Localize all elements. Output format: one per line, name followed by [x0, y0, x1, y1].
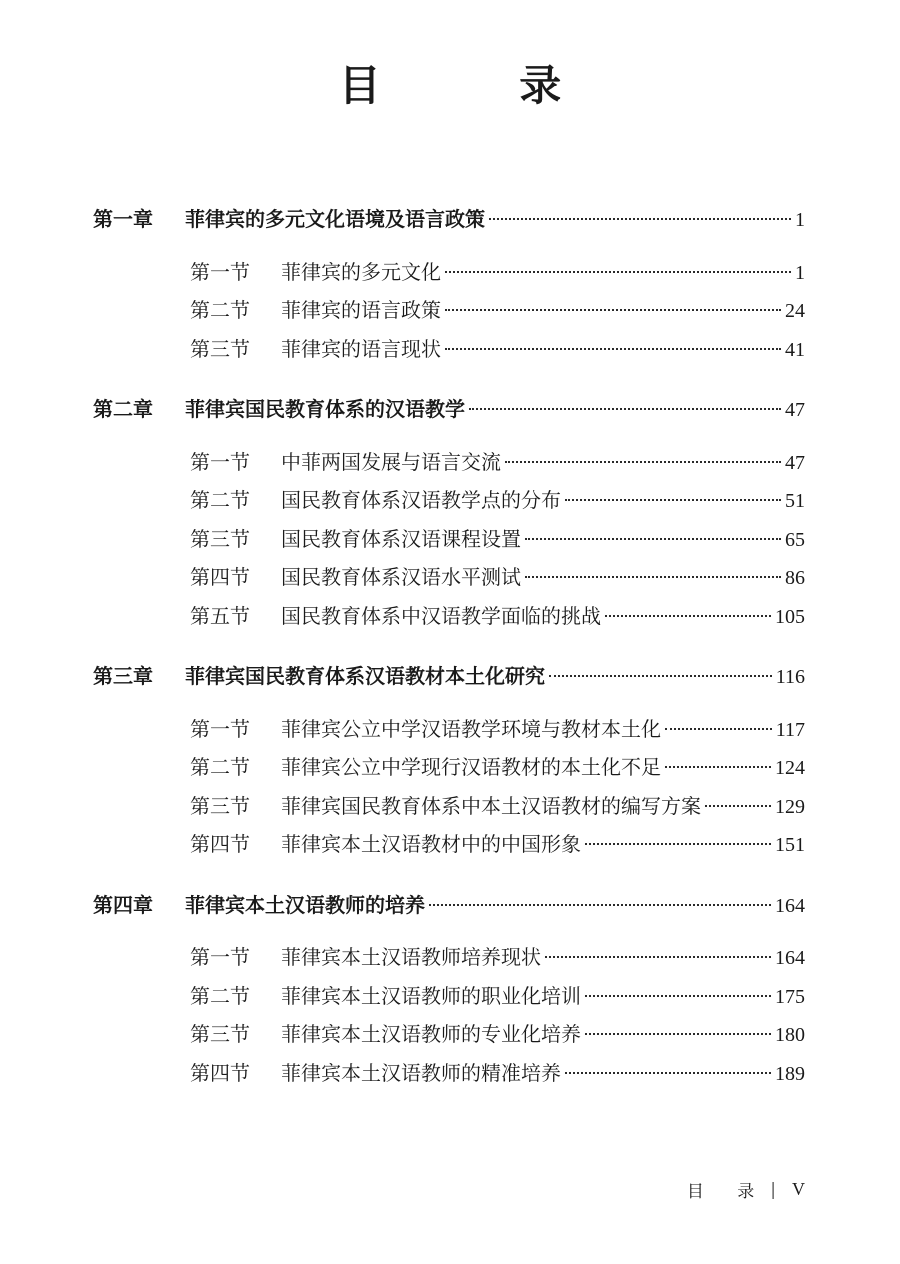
page-number: 175: [775, 985, 805, 1008]
section-title: 中菲两国发展与语言交流: [281, 449, 501, 474]
dot-leader: [549, 675, 772, 677]
section-entry[interactable]: [0, 558, 900, 597]
section-entry[interactable]: [0, 330, 900, 369]
page-number: 129: [775, 795, 805, 818]
section-title: 国民教育体系汉语教学点的分布: [281, 488, 561, 512]
section-number: 第二节: [190, 983, 250, 1008]
section-entry[interactable]: [0, 825, 900, 864]
section-title: 菲律宾本土汉语教师的专业化培养: [281, 1022, 581, 1046]
dot-leader: [565, 499, 781, 501]
chapter-entry[interactable]: [0, 886, 900, 925]
section-number: 第二节: [190, 755, 250, 779]
section-title: 菲律宾本土汉语教师培养现状: [281, 945, 541, 969]
section-number: 第三节: [190, 1022, 250, 1046]
dot-leader: [585, 1033, 771, 1035]
section-number: 第四节: [190, 1060, 250, 1085]
dot-leader: [585, 843, 771, 845]
section-entry[interactable]: [0, 787, 900, 826]
section-title: 国民教育体系汉语课程设置: [281, 526, 521, 551]
chapter-3: [0, 657, 900, 864]
page-number: 65: [785, 528, 805, 551]
dot-leader: [565, 1072, 771, 1074]
dot-leader: [545, 956, 771, 958]
section-entry[interactable]: [0, 1015, 900, 1054]
page-number: 86: [785, 567, 805, 589]
page-number: 1: [795, 261, 805, 284]
dot-leader: [665, 766, 771, 768]
section-number: 第一节: [190, 945, 250, 969]
section-title: 菲律宾的语言政策: [281, 298, 441, 322]
dot-leader: [445, 348, 781, 350]
section-number: 第二节: [190, 488, 250, 512]
dot-leader: [665, 728, 772, 730]
section-number: 第三节: [190, 793, 250, 818]
section-entry[interactable]: [0, 291, 900, 330]
page-number: 51: [785, 490, 805, 512]
section-number: 第三节: [190, 336, 250, 361]
section-entry[interactable]: [0, 481, 900, 520]
dot-leader: [469, 408, 781, 410]
section-number: 第五节: [190, 603, 250, 628]
section-entry[interactable]: [0, 938, 900, 977]
page-number: 124: [775, 757, 805, 779]
section-entry[interactable]: [0, 1054, 900, 1093]
section-title: 国民教育体系汉语水平测试: [281, 565, 521, 589]
page-number: 105: [775, 605, 805, 628]
page-number: 189: [775, 1062, 805, 1085]
dot-leader: [445, 271, 791, 273]
running-header-title: 目 录: [686, 1182, 769, 1202]
page-number: 47: [785, 451, 805, 474]
page-title: 目 录: [338, 61, 624, 110]
dot-leader: [489, 218, 791, 220]
section-number: 第三节: [190, 526, 250, 551]
page-number: 47: [785, 399, 805, 421]
dot-leader: [525, 538, 781, 540]
chapter-title: 菲律宾国民教育体系汉语教材本土化研究: [185, 664, 545, 688]
table-of-contents: [0, 200, 900, 1114]
section-number: 第二节: [190, 298, 250, 322]
section-entry[interactable]: [0, 520, 900, 559]
page-number: 164: [775, 947, 805, 969]
section-title: 菲律宾本土汉语教师的精准培养: [281, 1060, 561, 1085]
section-entry[interactable]: [0, 597, 900, 636]
chapter-title: 菲律宾国民教育体系的汉语教学: [185, 397, 465, 421]
section-entry[interactable]: [0, 977, 900, 1016]
chapter-number: 第二章: [93, 397, 153, 421]
section-number: 第一节: [190, 449, 250, 474]
chapter-entry[interactable]: [0, 390, 900, 429]
section-title: 菲律宾本土汉语教师的职业化培训: [281, 983, 581, 1008]
section-number: 第四节: [190, 565, 250, 589]
chapter-entry[interactable]: [0, 200, 900, 239]
footer-separator: |: [770, 1179, 776, 1200]
page-number: 164: [775, 894, 805, 917]
section-number: 第四节: [190, 832, 250, 856]
section-title: 菲律宾国民教育体系中本土汉语教材的编写方案: [281, 793, 701, 818]
dot-leader: [429, 904, 771, 906]
section-number: 第一节: [190, 259, 250, 284]
chapter-entry[interactable]: [0, 657, 900, 696]
folio-page-number: V: [792, 1179, 805, 1199]
section-entry[interactable]: [0, 710, 900, 749]
section-number: 第一节: [190, 716, 250, 741]
chapter-4: [0, 886, 900, 1093]
chapter-title: 菲律宾本土汉语教师的培养: [185, 892, 425, 917]
dot-leader: [605, 615, 771, 617]
page-number: 1: [795, 209, 805, 231]
page-number: 180: [775, 1024, 805, 1046]
chapter-number: 第一章: [93, 207, 153, 231]
chapter-number: 第三章: [93, 664, 153, 688]
section-title: 菲律宾公立中学汉语教学环境与教材本土化: [281, 716, 661, 741]
dot-leader: [445, 309, 781, 311]
section-title: 菲律宾本土汉语教材中的中国形象: [281, 832, 581, 856]
dot-leader: [525, 576, 781, 578]
section-title: 国民教育体系中汉语教学面临的挑战: [281, 603, 601, 628]
chapter-title: 菲律宾的多元文化语境及语言政策: [185, 207, 485, 231]
dot-leader: [585, 995, 771, 997]
section-entry[interactable]: [0, 253, 900, 292]
chapter-1: [0, 200, 900, 368]
page-number: 116: [775, 666, 805, 688]
section-entry[interactable]: [0, 443, 900, 482]
page-number: 151: [775, 834, 805, 856]
page-number: 117: [775, 718, 805, 741]
section-title: 菲律宾的语言现状: [281, 336, 441, 361]
chapter-2: [0, 390, 900, 635]
chapter-number: 第四章: [93, 892, 153, 917]
section-title: 菲律宾的多元文化: [281, 259, 441, 284]
page-number: 41: [785, 338, 805, 361]
dot-leader: [505, 461, 781, 463]
dot-leader: [705, 805, 771, 807]
page-number: 24: [785, 300, 805, 322]
section-entry[interactable]: [0, 748, 900, 787]
page-footer: [687, 1177, 805, 1202]
section-title: 菲律宾公立中学现行汉语教材的本土化不足: [281, 755, 661, 779]
